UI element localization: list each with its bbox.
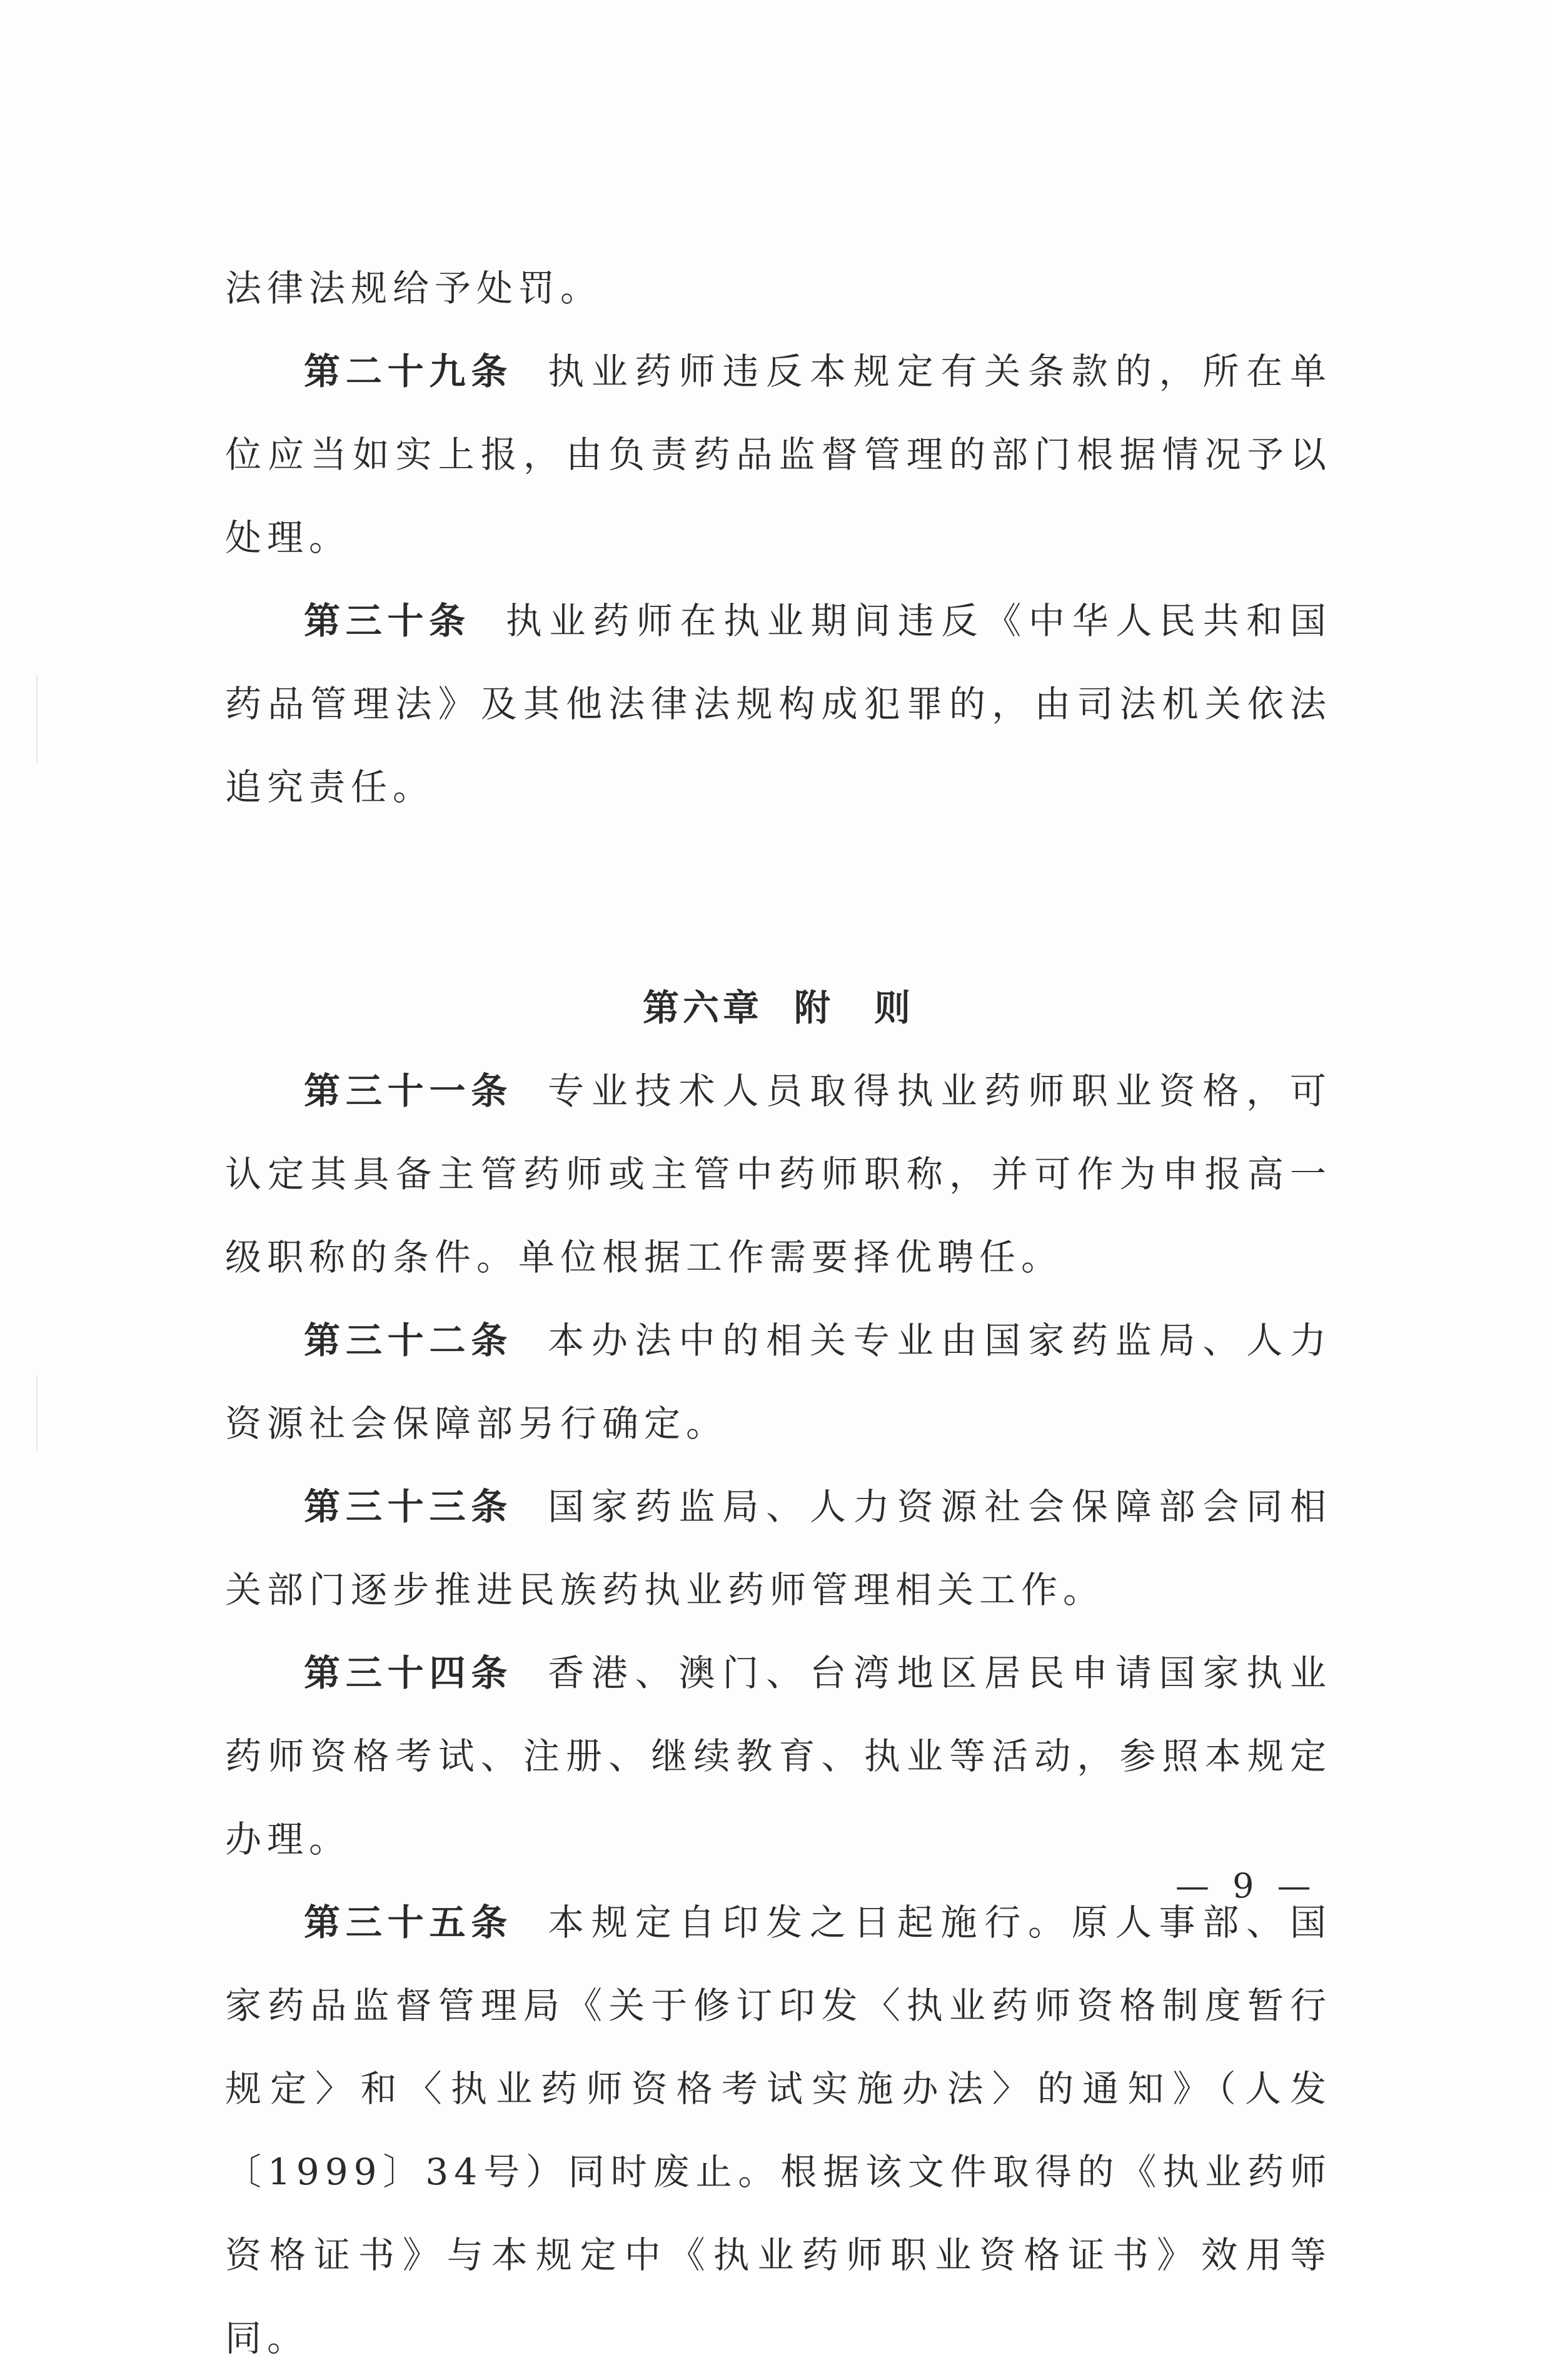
article-31 xyxy=(225,1050,1332,1299)
article-32 xyxy=(225,1299,1332,1465)
paragraph-text: 法律法规给予处罚。 xyxy=(225,267,603,309)
article-text: 执业药师违反本规定有关条款的，所在单位应当如实上报，由负责药品监督管理的部门根据情况予以处理。 xyxy=(225,350,1332,559)
chapter-number: 第六章 xyxy=(642,987,763,1029)
article-text: 本规定自印发之日起施行。原人事部、国家药品监督管理局《关于修订印发〈执业药师资格制度暂行规定〉和〈执业药师资格考试实施办法〉的通知》（人发〔1999〕34号）同时废止。根据该文件取得的《执业药师资格证书》与本规定中《执业药师职业资格证书》效用等同。 xyxy=(225,1901,1332,2359)
article-text: 专业技术人员取得执业药师职业资格，可认定其具备主管药师或主管中药师职称，并可作为申报高一级职称的条件。单位根据工作需要择优聘任。 xyxy=(225,1070,1332,1278)
article-35 xyxy=(225,1881,1332,2380)
article-number: 第三十一条 xyxy=(304,1070,513,1112)
page-number: — 9 — xyxy=(1175,1866,1317,1906)
article-29 xyxy=(225,330,1332,580)
document-body xyxy=(225,247,1332,2380)
article-number: 第三十二条 xyxy=(304,1319,513,1362)
article-text: 本办法中的相关专业由国家药监局、人力资源社会保障部另行确定。 xyxy=(225,1319,1332,1445)
article-number: 第二十九条 xyxy=(304,350,513,393)
article-text: 香港、澳门、台湾地区居民申请国家执业药师资格考试、注册、继续教育、执业等活动，参照本规定办理。 xyxy=(225,1652,1332,1860)
article-30 xyxy=(225,580,1332,829)
article-number: 第三十五条 xyxy=(304,1901,513,1944)
article-number: 第三十四条 xyxy=(304,1652,513,1694)
chapter-title: 附 则 xyxy=(794,987,915,1029)
article-number: 第三十条 xyxy=(304,600,471,642)
scan-edge-mark xyxy=(36,675,38,763)
article-number: 第三十三条 xyxy=(304,1485,513,1528)
chapter-heading xyxy=(225,967,1332,1050)
article-text: 国家药监局、人力资源社会保障部会同相关部门逐步推进民族药执业药师管理相关工作。 xyxy=(225,1485,1332,1611)
article-34 xyxy=(225,1632,1332,1881)
scan-edge-mark xyxy=(36,1375,38,1450)
article-33 xyxy=(225,1465,1332,1632)
continued-paragraph xyxy=(225,247,1332,330)
article-text: 执业药师在执业期间违反《中华人民共和国药品管理法》及其他法律法规构成犯罪的，由司法机关依法追究责任。 xyxy=(225,600,1332,808)
